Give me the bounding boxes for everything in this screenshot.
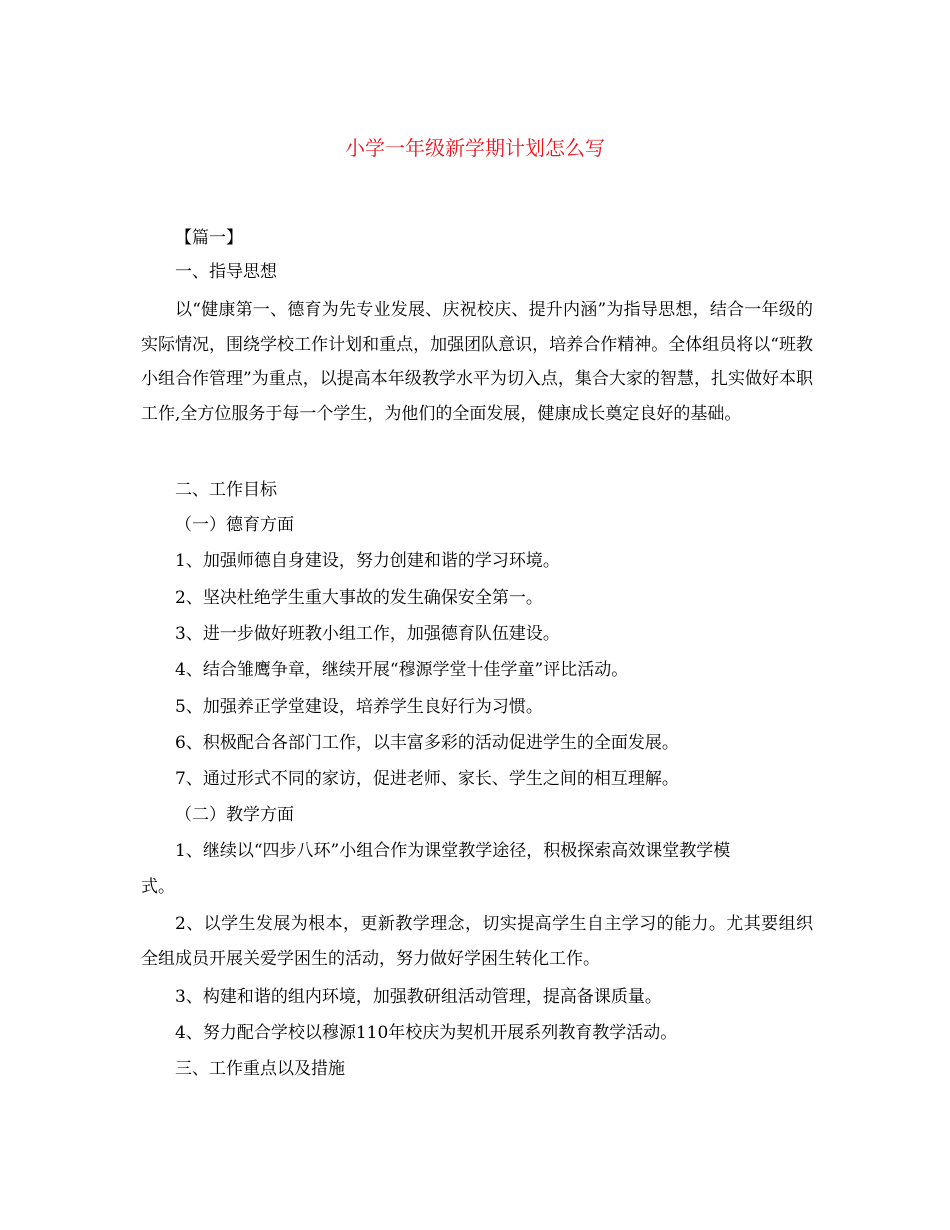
teaching-item-2: 2、以学生发展为根本，更新教学理念，切实提高学生自主学习的能力。尤其要组织全组成员开展关爱学困生的活动，努力做好学困生转化工作。 — [141, 914, 813, 969]
moral-item-4: 4、结合雏鹰争章，继续开展“穆源学堂十佳学童”评比活动。 — [175, 660, 629, 680]
teaching-item-3: 3、构建和谐的组内环境，加强教研组活动管理，提高备课质量。 — [175, 987, 662, 1007]
moral-item-7: 7、通过形式不同的家访，促进老师、家长、学生之间的相互理解。 — [175, 769, 679, 789]
heading-key-work-measures: 三、工作重点以及措施 — [175, 1059, 345, 1079]
subheading-moral-education: （一）德育方面 — [175, 515, 294, 535]
document-title: 小学一年级新学期计划怎么写 — [345, 136, 605, 160]
moral-item-3: 3、进一步做好班教小组工作，加强德育队伍建设。 — [175, 624, 560, 644]
intro-paragraph: 以“健康第一、德育为先专业发展、庆祝校庆、提升内涵”为指导思想，结合一年级的实际情况，围绕学校工作计划和重点，加强团队意识，培养合作精神。全体组员将以“班教小组合作管理”为重点，以提高本年级教学水平为切入点，集合大家的智慧，扎实做好本职工作,全方位服务于每一个学生，为他们的全面发展，健康成长奠定良好的基础。 — [141, 300, 813, 424]
heading-work-goals: 二、工作目标 — [175, 480, 277, 500]
moral-item-2: 2、坚决杜绝学生重大事故的发生确保安全第一。 — [175, 588, 543, 608]
teaching-item-4: 4、努力配合学校以穆源110年校庆为契机开展系列教育教学活动。 — [175, 1023, 678, 1043]
teaching-item-1-line-2: 式。 — [141, 877, 175, 897]
section-label: 【篇一】 — [175, 228, 243, 248]
heading-guiding-ideology: 一、指导思想 — [175, 262, 277, 282]
moral-item-6: 6、积极配合各部门工作，以丰富多彩的活动促进学生的全面发展。 — [175, 733, 679, 753]
moral-item-5: 5、加强养正学堂建设，培养学生良好行为习惯。 — [175, 697, 543, 717]
subheading-teaching: （二）教学方面 — [175, 805, 294, 825]
moral-item-1: 1、加强师德自身建设，努力创建和谐的学习环境。 — [175, 551, 560, 571]
teaching-item-1-line-1: 1、继续以“四步八环”小组合作为课堂教学途径，积极探索高效课堂教学模 — [175, 841, 731, 861]
